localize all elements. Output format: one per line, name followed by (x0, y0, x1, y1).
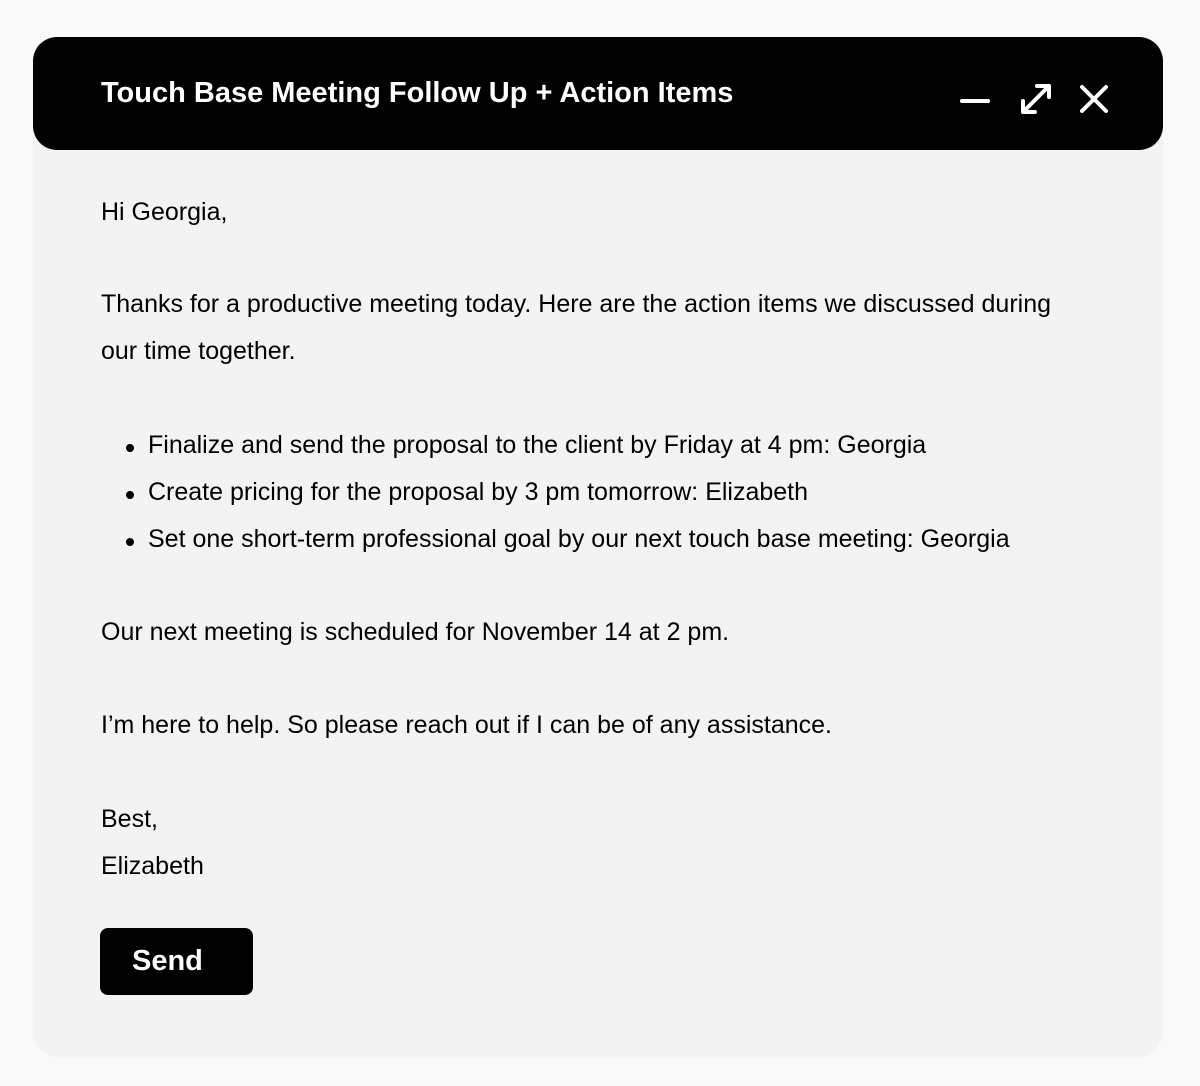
action-item: Create pricing for the proposal by 3 pm tomorrow: Elizabeth (148, 478, 809, 506)
intro-line-1: Thanks for a productive meeting today. Here are the action items we discussed during (101, 290, 1052, 318)
email-compose-window (33, 37, 1163, 1058)
next-meeting-text: Our next meeting is scheduled for November 14 at 2 pm. (101, 618, 730, 646)
window-title: Touch Base Meeting Follow Up + Action Items (101, 77, 734, 109)
expand-icon[interactable] (1018, 81, 1054, 117)
action-item: Finalize and send the proposal to the client by Friday at 4 pm: Georgia (148, 431, 927, 459)
greeting: Hi Georgia, (101, 198, 228, 226)
close-icon[interactable] (1076, 81, 1112, 117)
window-header (33, 37, 1163, 150)
minimize-icon[interactable] (958, 81, 994, 117)
signature: Elizabeth (101, 852, 204, 880)
action-item: Set one short-term professional goal by our next touch base meeting: Georgia (148, 525, 1010, 553)
signoff: Best, (101, 805, 158, 833)
send-button[interactable]: Send (100, 928, 253, 995)
intro-line-2: our time together. (101, 337, 296, 365)
help-text: I’m here to help. So please reach out if I can be of any assistance. (101, 711, 832, 739)
